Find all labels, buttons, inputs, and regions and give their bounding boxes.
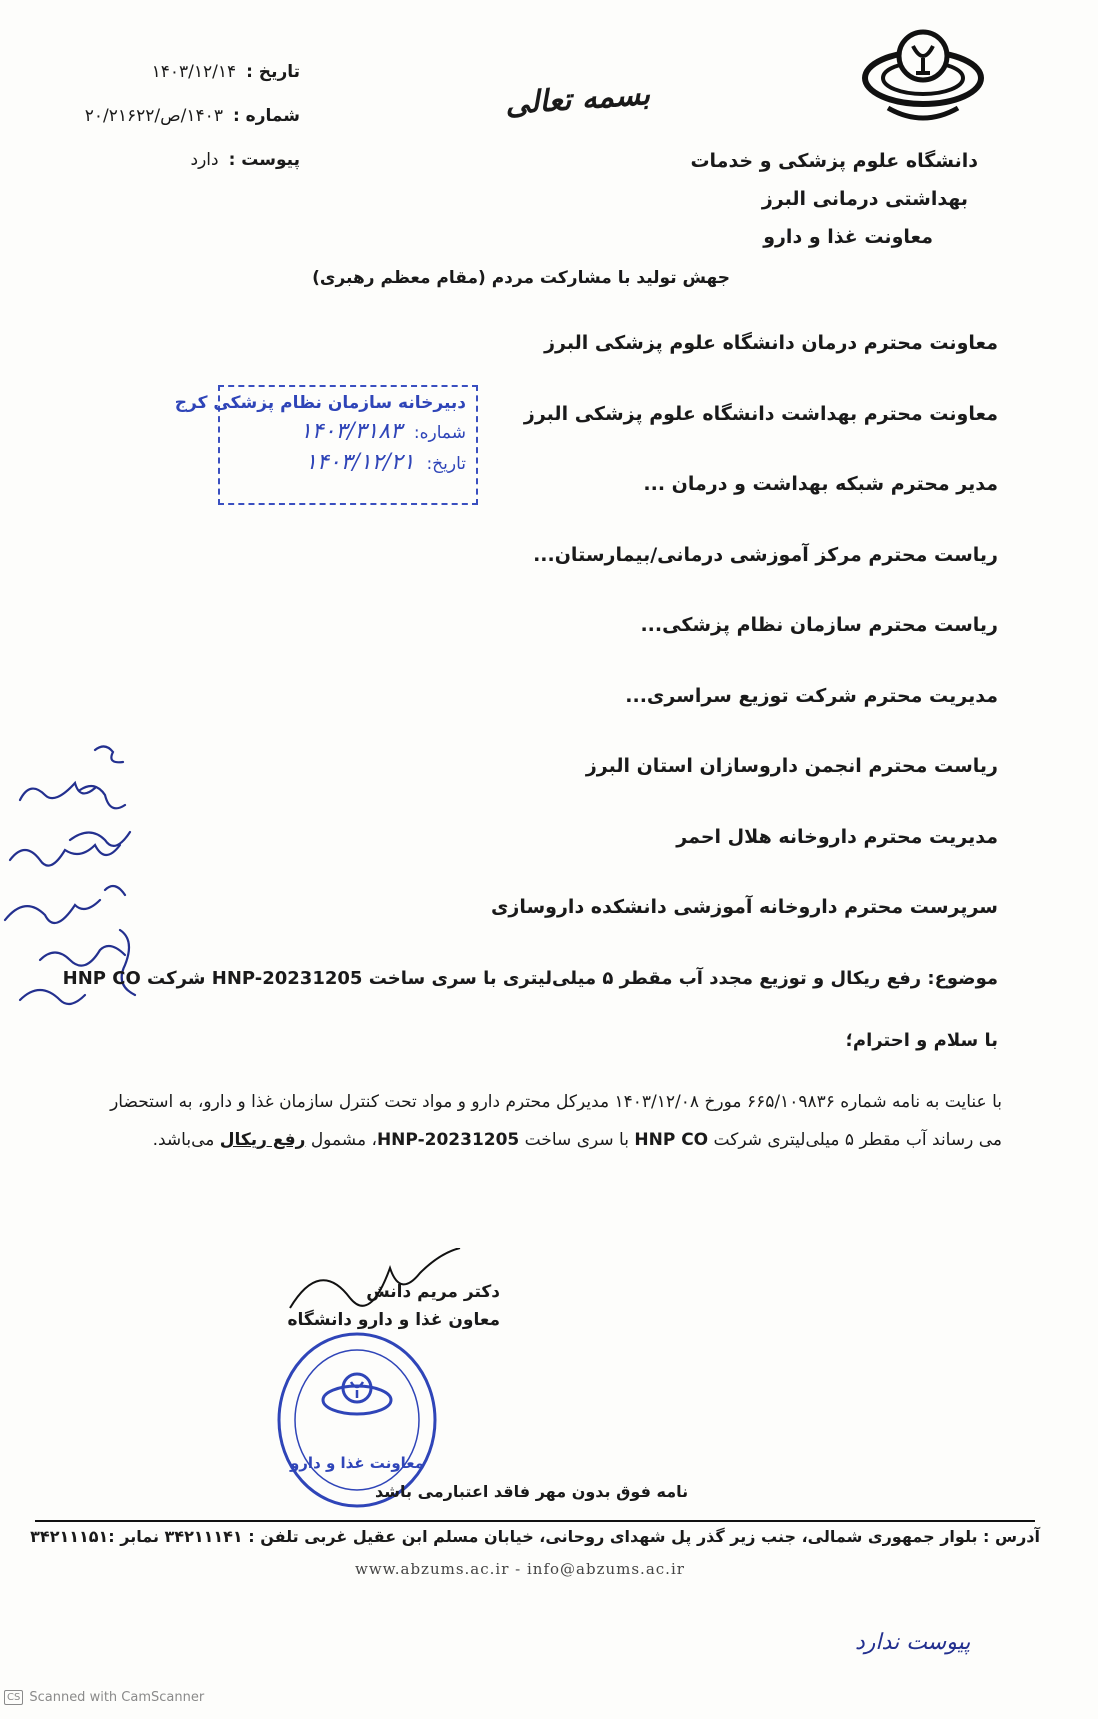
scanner-watermark (4, 1690, 204, 1705)
recipient-line: مدیریت محترم داروخانه هلال احمر (676, 825, 998, 848)
meta-value: دارد (190, 150, 219, 170)
seal-caption: معاونت غذا و دارو (289, 1454, 425, 1472)
recipient-line: مدیریت محترم شرکت توزیع سراسری... (625, 684, 998, 707)
stamp-number-label: شماره: (413, 423, 466, 443)
letter-body (102, 1083, 1002, 1159)
signer-title: معاون غذا و دارو دانشگاه (287, 1310, 500, 1330)
body-text: می رساند آب مقطر ۵ میلی‌لیتری شرکت (713, 1130, 1002, 1150)
meta-number-row (70, 94, 300, 138)
org-line: بهداشتی درمانی البرز (761, 188, 968, 210)
body-text: ، مشمول (310, 1130, 377, 1150)
recipient-line: ریاست محترم سازمان نظام پزشکی... (640, 614, 998, 636)
bismillah-heading: بسمه تعالی (503, 76, 652, 123)
recipient-line: معاونت محترم درمان دانشگاه علوم پزشکی البرز (544, 332, 998, 354)
batch-number: HNP-20231205 (376, 1130, 520, 1150)
camscanner-logo-icon: CS (4, 1690, 23, 1705)
org-line: دانشگاه علوم پزشکی و خدمات (690, 150, 978, 172)
stamp-number-value: ۱۴۰۳/۳۱۸۳ (299, 419, 402, 444)
recipient-line: مدیر محترم شبکه بهداشت و درمان ... (643, 473, 998, 495)
registration-stamp (174, 385, 478, 505)
recipients-list (478, 332, 998, 967)
letter-meta (70, 50, 300, 182)
stamp-date-value: ۱۴۰۳/۱۲/۲۱ (305, 450, 415, 475)
company-name: HNP CO (634, 1130, 709, 1150)
body-line (102, 1121, 1002, 1159)
handwritten-margin-note (0, 730, 160, 1050)
footer-address: آدرس : بلوار جمهوری شمالی، جنب زیر گذر پل شهدای روحانی، خیابان مسلم ابن عقیل غربی تلفن : ۳۴۲۱۱۱۴۱ نمابر :۳۴۲۱۱۱۵۱ (30, 1527, 1040, 1546)
letter-subject: موضوع: رفع ریکال و توزیع مجدد آب مقطر ۵ میلی‌لیتری با سری ساخت HNP-20231205 شرکت HNP CO (62, 968, 998, 989)
university-logo-icon (858, 18, 988, 133)
recipient-line: سرپرست محترم داروخانه آموزشی دانشکده داروسازی (491, 896, 998, 918)
meta-label: پیوست : (228, 150, 300, 170)
validity-note: نامه فوق بدون مهر فاقد اعتبارمی باشد (375, 1482, 689, 1501)
recipient-line: ریاست محترم انجمن داروسازان استان البرز (585, 755, 998, 777)
body-line: با عنایت به نامه شماره ۶۶۵/۱۰۹۸۳۶ مورخ ۱۴۰۳/۱۲/۰۸ مدیرکل محترم دارو و مواد تحت کنترل سازمان غذا و دارو، به استحضار (110, 1092, 1002, 1112)
organization-name (618, 142, 978, 256)
scanner-label: Scanned with CamScanner (29, 1690, 205, 1705)
meta-value: ۱۴۰۳/۱۲/۱۴ (151, 62, 237, 82)
meta-date-row (70, 50, 300, 94)
signature-scribble-icon (270, 1248, 470, 1328)
meta-value: ۱۴۰۳/ص/۲۰/۲۱۶۲۲ (84, 106, 223, 126)
handwritten-attachment-note: پیوست ندارد (855, 1630, 971, 1655)
meta-label: تاریخ : (246, 62, 300, 82)
signer-name: دکتر مریم دانش (366, 1282, 500, 1302)
stamp-number-row (230, 419, 466, 444)
meta-label: شماره : (232, 106, 300, 126)
footer-web: www.abzums.ac.ir - info@abzums.ac.ir (355, 1560, 685, 1578)
stamp-date-row (230, 450, 466, 475)
org-line: معاونت غذا و دارو (763, 226, 933, 248)
greeting: با سلام و احترام؛ (845, 1030, 998, 1051)
meta-attachment-row (70, 138, 300, 182)
slogan: جهش تولید با مشارکت مردم (مقام معظم رهبری) (312, 268, 730, 288)
stamp-date-label: تاریخ: (426, 454, 466, 474)
recipient-line: معاونت محترم بهداشت دانشگاه علوم پزشکی البرز (523, 402, 998, 425)
recall-status: رفع ریکال (219, 1130, 306, 1150)
body-text: با سری ساخت (524, 1130, 629, 1150)
stamp-title: دبیرخانه سازمان نظام پزشکی کرج (174, 393, 466, 413)
footer-divider (35, 1520, 1035, 1522)
body-text: می‌باشد. (152, 1130, 215, 1150)
recipient-line: ریاست محترم مرکز آموزشی درمانی/بیمارستان... (533, 543, 998, 566)
